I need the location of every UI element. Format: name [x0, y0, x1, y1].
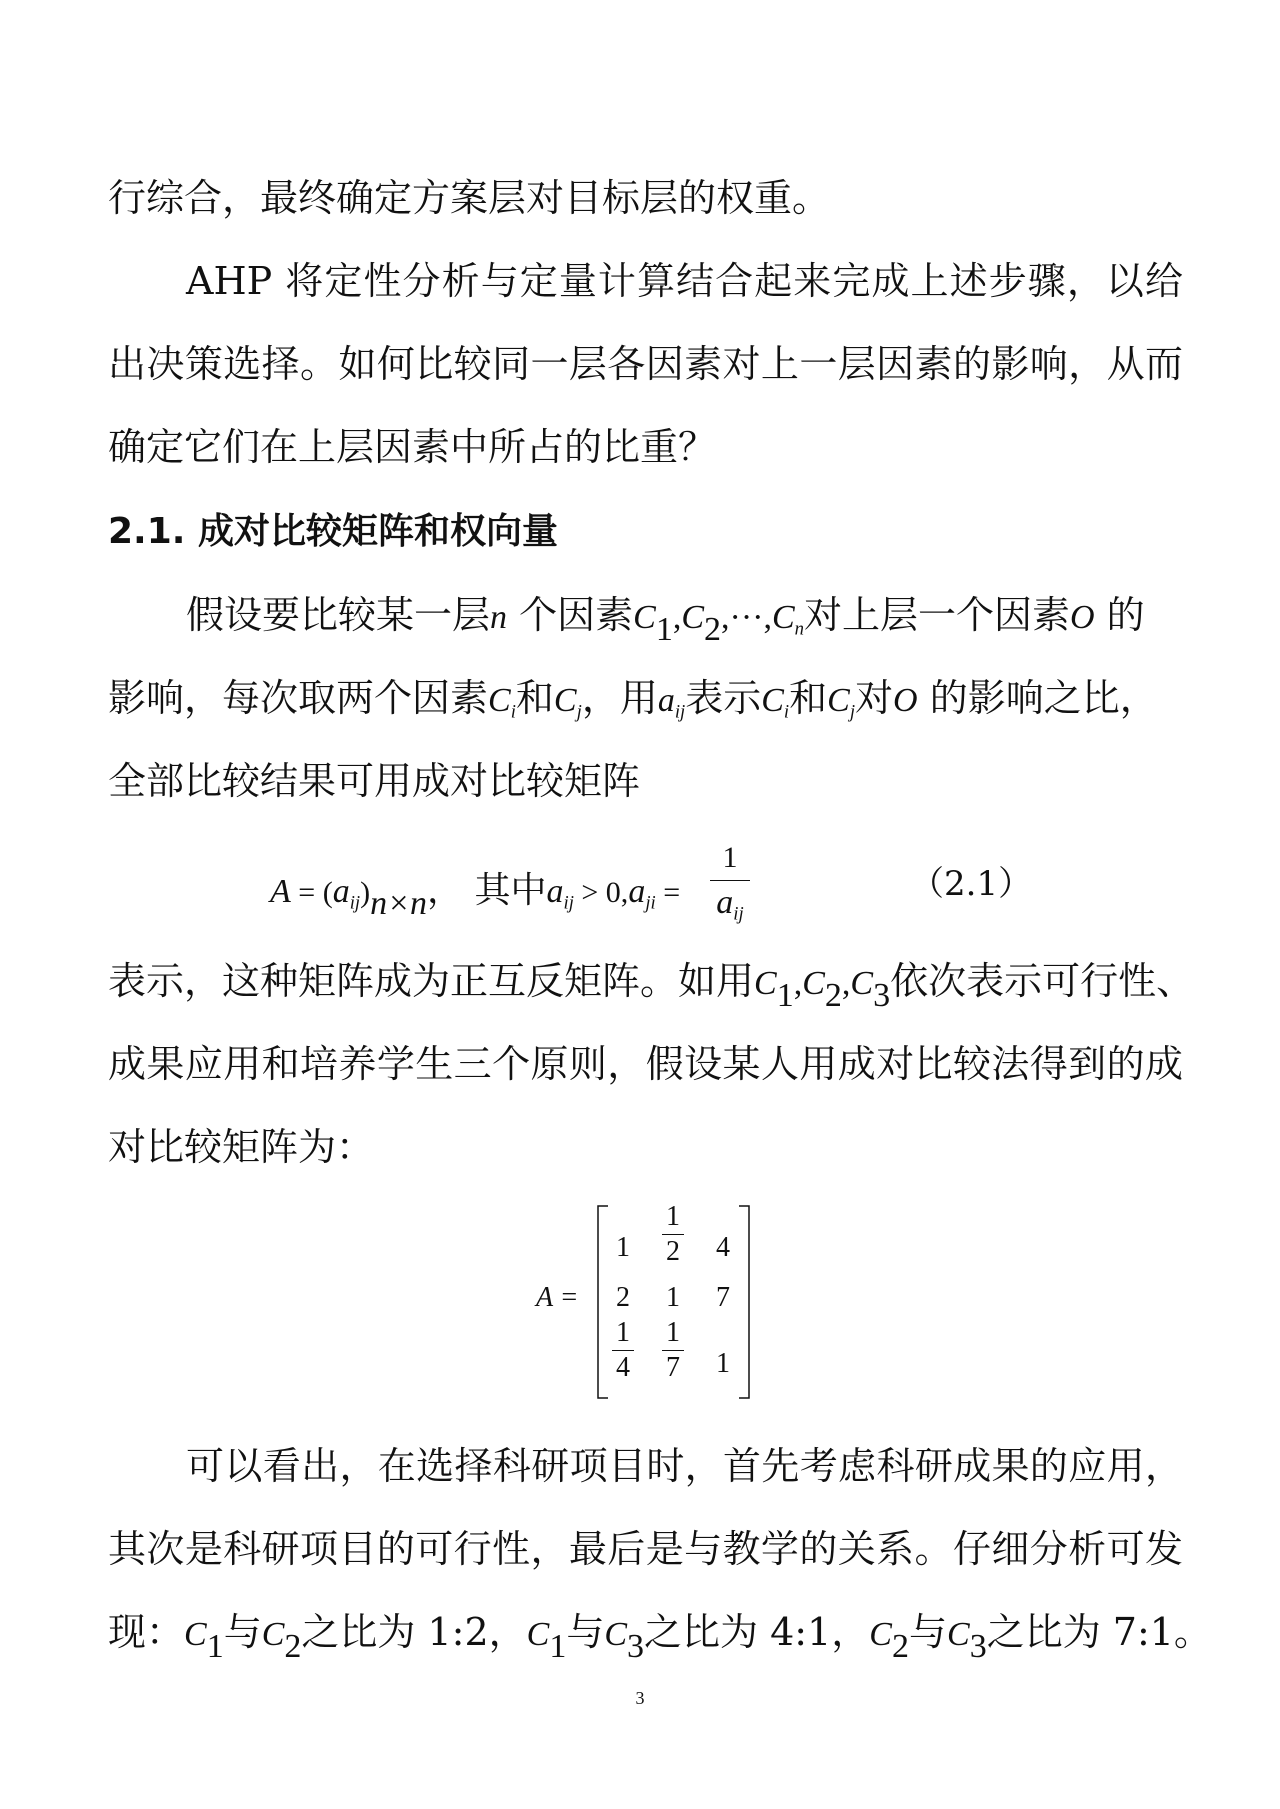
- math-eq: = (: [290, 876, 333, 909]
- math-o: O: [1070, 599, 1095, 636]
- math-cj: $C_j$: [827, 682, 856, 723]
- text-span: 与: [908, 1610, 947, 1654]
- math-comma: ,: [763, 599, 772, 636]
- text-span: 之比为 4:1，: [644, 1610, 870, 1654]
- math-comma: ,: [721, 599, 730, 636]
- math-aij: $a_{ij}$: [332, 873, 361, 914]
- math-c2: $C_2$: [869, 1616, 909, 1665]
- fraction-numerator: 1: [722, 841, 738, 874]
- math-nxn: n×n: [370, 884, 428, 922]
- matrix-cell: 1: [666, 1282, 680, 1313]
- text-span: 之比为 1:2，: [301, 1610, 527, 1654]
- text-span: 影响，每次取两个因素: [108, 676, 489, 720]
- text-span: ，用: [581, 676, 658, 720]
- text-span: 的: [1106, 593, 1145, 637]
- text-line: 行综合，最终确定方案层对目标层的权重。: [108, 176, 831, 220]
- math-gt0: > 0,: [573, 876, 629, 909]
- equation-number: （2.1）: [910, 864, 1033, 904]
- matrix-cell-fraction: 1 7: [658, 1318, 688, 1383]
- matrix-cell: 4: [716, 1232, 730, 1263]
- text-span: 的影响之比，: [929, 676, 1158, 720]
- math-cj: $C_j$: [553, 682, 582, 723]
- math-o: O: [893, 682, 918, 719]
- math-c2: $C_2$: [681, 599, 721, 648]
- matrix-cell: 7: [716, 1282, 730, 1313]
- equation-2-1: [270, 840, 1170, 940]
- math-c1: $C_1$: [184, 1616, 224, 1665]
- text-line: AHP 将定性分析与定量计算结合起来完成上述步骤，以给: [186, 259, 1183, 303]
- text-line: [108, 1606, 1212, 1665]
- matrix-cell-fraction: 1 4: [608, 1318, 638, 1383]
- text-line: 成果应用和培养学生三个原则，假设某人用成对比较法得到的成: [108, 1042, 1183, 1086]
- text-span: 之比为 7:1。: [986, 1610, 1212, 1654]
- text-line: [186, 589, 1183, 648]
- text-line: [108, 672, 1183, 727]
- math-comma: ,: [841, 965, 851, 1002]
- math-n: n: [490, 599, 508, 636]
- text-span: 和: [515, 676, 554, 720]
- math-c1: $C_1$: [633, 599, 673, 648]
- text-span: 表示，这种矩阵成为正互反矩阵。如用: [108, 959, 755, 1003]
- matrix-label: A =: [536, 1282, 579, 1313]
- math-paren: ): [360, 876, 371, 909]
- text-line: 对比较矩阵为：: [108, 1125, 375, 1169]
- text-span: 对上层一个因素: [804, 593, 1071, 637]
- text-line: 其次是科研项目的可行性，最后是与教学的关系。仔细分析可发: [108, 1527, 1183, 1571]
- text-span: 与: [566, 1610, 605, 1654]
- math-dots: ···: [729, 599, 764, 636]
- text-line: 出决策选择。如何比较同一层各因素对上一层因素的影响，从而: [108, 342, 1183, 386]
- math-aij: $a_{ij}$: [546, 873, 574, 914]
- text-span: ， 其中: [427, 870, 547, 911]
- fraction-denominator: $a_{ij}$: [716, 884, 744, 925]
- text-line: [108, 955, 1195, 1014]
- section-heading: 2.1. 成对比较矩阵和权向量: [108, 511, 558, 552]
- math-cn: $C_n$: [771, 599, 804, 640]
- math-ci: $C_i$: [761, 682, 790, 723]
- text-span: 现：: [108, 1610, 185, 1654]
- text-line: 确定它们在上层因素中所占的比重？: [108, 425, 717, 469]
- text-span: 依次表示可行性、: [890, 959, 1195, 1003]
- text-span: 个因素: [519, 593, 634, 637]
- fraction-bar: [710, 880, 750, 881]
- fraction-1-over-aij: [710, 840, 750, 925]
- text-span: 表示: [685, 676, 762, 720]
- matrix-cell: 1: [716, 1348, 730, 1379]
- text-span: 和: [789, 676, 828, 720]
- math-aji: $a_{ji}$: [628, 873, 656, 914]
- text-line: 全部比较结果可用成对比较矩阵: [108, 759, 641, 803]
- matrix-cell: 2: [616, 1282, 630, 1313]
- math-comma: ,: [672, 599, 682, 636]
- pairwise-matrix: [596, 1202, 751, 1402]
- text-line: 可以看出，在选择科研项目时，首先考虑科研成果的应用，: [186, 1444, 1183, 1488]
- math-comma: ,: [793, 965, 803, 1002]
- math-c2: $C_2$: [261, 1616, 302, 1665]
- text-span: 与: [223, 1610, 262, 1654]
- math-c3: $C_3$: [850, 965, 891, 1014]
- page-number: 3: [635, 1688, 645, 1708]
- text-span: 假设要比较某一层: [186, 593, 491, 637]
- text-span: 对: [855, 676, 894, 720]
- matrix-cell-fraction: 1 2: [658, 1202, 688, 1267]
- math-c3: $C_3$: [604, 1616, 645, 1665]
- math-c1: $C_1$: [754, 965, 794, 1014]
- math-c3: $C_3$: [947, 1616, 987, 1665]
- math-ci: $C_i$: [488, 682, 516, 723]
- matrix-cell: 1: [616, 1232, 630, 1263]
- math-c1: $C_1$: [526, 1616, 567, 1665]
- math-A: A: [270, 873, 291, 910]
- math-eq: =: [655, 876, 681, 909]
- math-c2: $C_2$: [802, 965, 842, 1014]
- math-aij: $a_{ij}$: [657, 682, 686, 723]
